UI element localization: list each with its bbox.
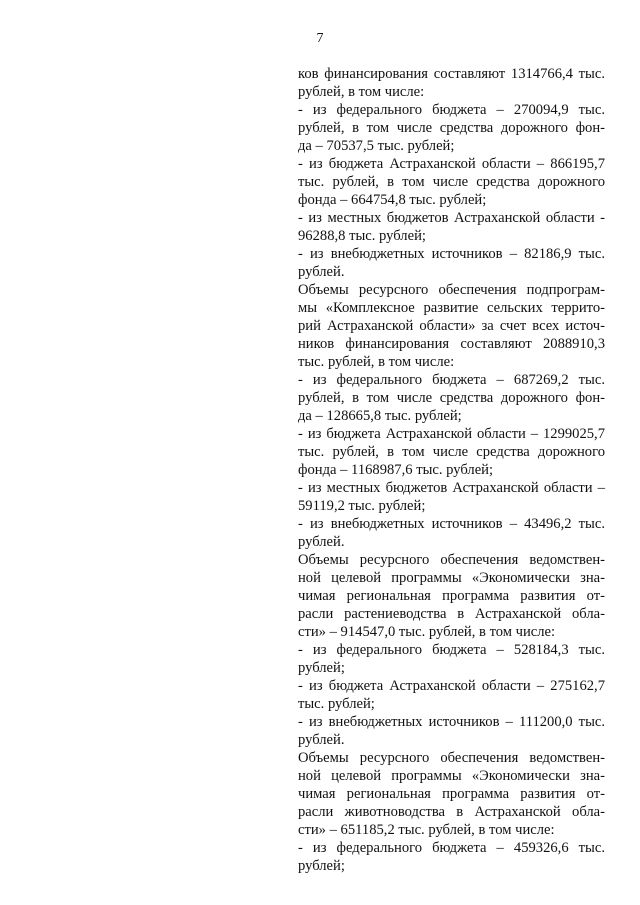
text-line: рублей, в том числе средства дорожного фон- (298, 390, 605, 406)
text-line: ной целевой программы «Экономически зна- (298, 768, 605, 784)
text-line: тыс. рублей, в том числе средства дорожного (298, 444, 605, 460)
text-line: - из внебюджетных источников – 43496,2 тыс. (298, 516, 605, 532)
text-line: - из федерального бюджета – 528184,3 тыс. (298, 642, 605, 658)
text-line: рублей, в том числе: (298, 84, 425, 100)
text-line: фонда – 664754,8 тыс. рублей; (298, 192, 487, 208)
text-line: рий Астраханской области» за счет всех источ- (298, 318, 605, 334)
text-line: рублей; (298, 660, 345, 676)
text-line: мы «Комплексное развитие сельских террито- (298, 300, 605, 316)
text-line: - из бюджета Астраханской области – 275162,7 (298, 678, 605, 694)
text-line: - из внебюджетных источников – 111200,0 тыс. (298, 714, 605, 730)
text-line: - из внебюджетных источников – 82186,9 тыс. (298, 246, 605, 262)
text-line: рублей. (298, 534, 345, 550)
text-line: расли растениеводства в Астраханской обла- (298, 606, 605, 622)
text-line: - из бюджета Астраханской области – 1299025,7 (298, 426, 605, 442)
text-line: чимая региональная программа развития от- (298, 588, 605, 604)
text-line: - из бюджета Астраханской области – 866195,7 (298, 156, 605, 172)
text-line: 96288,8 тыс. рублей; (298, 228, 426, 244)
text-line: - из федерального бюджета – 270094,9 тыс. (298, 102, 605, 118)
text-line: рублей. (298, 732, 345, 748)
text-line: - из федерального бюджета – 459326,6 тыс. (298, 840, 605, 856)
text-line: тыс. рублей; (298, 696, 375, 712)
funding-text-column (298, 65, 605, 875)
text-line: - из местных бюджетов Астраханской области - (298, 210, 605, 226)
text-line: рублей, в том числе средства дорожного фон- (298, 120, 605, 136)
text-line: сти» – 651185,2 тыс. рублей, в том числе: (298, 822, 555, 838)
text-line: рублей; (298, 858, 345, 874)
text-line: чимая региональная программа развития от- (298, 786, 605, 802)
text-line: - из местных бюджетов Астраханской области – (298, 480, 605, 496)
text-line: - из федерального бюджета – 687269,2 тыс. (298, 372, 605, 388)
text-line: Объемы ресурсного обеспечения ведомствен- (298, 552, 605, 568)
text-line: рублей. (298, 264, 345, 280)
text-line: ников финансирования составляют 2088910,3 (298, 336, 605, 352)
text-line: фонда – 1168987,6 тыс. рублей; (298, 462, 494, 478)
text-line: ков финансирования составляют 1314766,4 тыс. (298, 66, 605, 82)
text-line: сти» – 914547,0 тыс. рублей, в том числе: (298, 624, 556, 640)
text-line: да – 128665,8 тыс. рублей; (298, 408, 462, 424)
page-number: 7 (316, 31, 324, 46)
text-line: тыс. рублей, в том числе средства дорожного (298, 174, 605, 190)
text-line: ной целевой программы «Экономически зна- (298, 570, 605, 586)
text-line: Объемы ресурсного обеспечения подпрограм- (298, 282, 605, 298)
text-line: да – 70537,5 тыс. рублей; (298, 138, 455, 154)
text-line: расли животноводства в Астраханской обла- (298, 804, 605, 820)
text-line: Объемы ресурсного обеспечения ведомствен- (298, 750, 605, 766)
text-line: тыс. рублей, в том числе: (298, 354, 455, 370)
text-line: 59119,2 тыс. рублей; (298, 498, 426, 514)
